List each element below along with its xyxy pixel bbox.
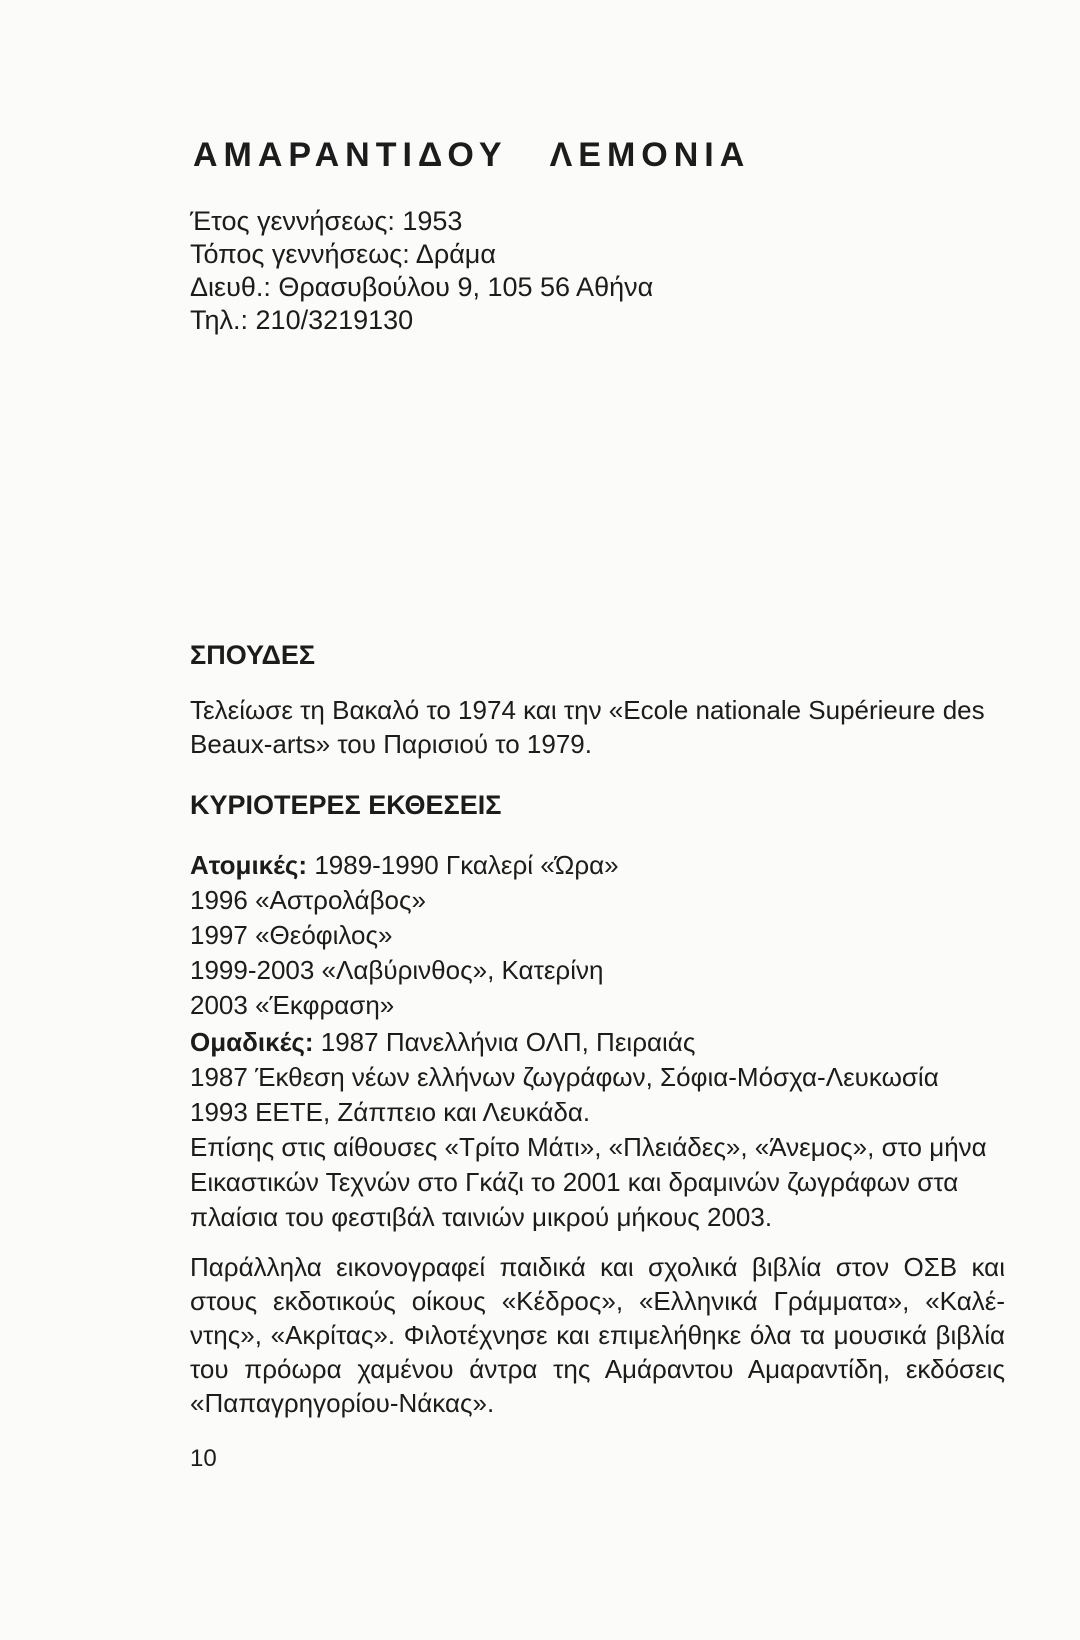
group-item: 1987 Πανελλήνια ΟΛΠ, Πειραιάς: [320, 1027, 696, 1057]
solo-line: [190, 848, 1010, 883]
page-number: 10: [190, 1445, 217, 1472]
solo-item: 1997 «Θεόφιλος»: [190, 920, 393, 950]
artist-name: [193, 136, 750, 175]
solo-exhibitions: [190, 848, 1010, 1023]
solo-item: 1999-2003 «Λαβύρινθος», Κατερίνη: [190, 955, 604, 985]
illustration-paragraph: Παράλληλα εικονογραφεί παιδικά και σχολικά βιβλία στον ΟΣΒ και στους εκδοτικούς οίκους «Κέδρος», «Ελληνικά Γράμματα», «Καλέ-ντης», «Ακρίτας». Φιλοτέχνησε και επιμελήθηκε όλα τα μουσικά βιβλία του πρόωρα χαμένου άντρα της Αμάραντου Αμαραντίδη, εκδόσεις «Παπαγρηγορίου-Νάκας».: [190, 1252, 1005, 1418]
contact-info: [190, 205, 653, 337]
address: Διευθ.: Θρασυβούλου 9, 105 56 Αθήνα: [190, 272, 654, 302]
birth-year: Έτος γεννήσεως: 1953: [190, 206, 463, 236]
group-label: Ομαδικές:: [190, 1027, 314, 1057]
solo-item: 1996 «Αστρολάβος»: [190, 885, 426, 915]
group-item: 1993 ΕΕΤΕ, Ζάππειο και Λευκάδα.: [190, 1097, 591, 1127]
also-line: Εικαστικών Τεχνών στο Γκάζι το 2001 και δραμινών ζωγράφων στα: [190, 1167, 959, 1197]
group-item: 1987 Έκθεση νέων ελλήνων ζωγράφων, Σόφια-Μόσχα-Λευκωσία: [190, 1062, 939, 1092]
phone: Τηλ.: 210/3219130: [190, 305, 414, 335]
birth-place: Τόπος γεννήσεως: Δράμα: [190, 239, 496, 269]
solo-label: Ατομικές:: [190, 850, 308, 880]
also-line: Επίσης στις αίθουσες «Τρίτο Μάτι», «Πλειάδες», «Άνεμος», στο μήνα: [190, 1132, 987, 1162]
first-name: ΛΕΜΟΝΙΑ: [549, 136, 751, 174]
studies-text: Τελείωσε τη Βακαλό το 1974 και την «Ecole nationale Supérieure des Beaux-arts» του Παρισιού το 1979.: [190, 695, 985, 759]
group-exhibitions: [190, 1025, 1010, 1235]
studies-heading: ΣΠΟΥΔΕΣ: [190, 640, 316, 670]
solo-item: 1989-1990 Γκαλερί «Ώρα»: [314, 850, 619, 880]
surname: ΑΜΑΡΑΝΤΙΔΟΥ: [193, 136, 508, 174]
group-line: [190, 1025, 1010, 1060]
exhibitions-heading: ΚΥΡΙΟΤΕΡΕΣ ΕΚΘΕΣΕΙΣ: [190, 790, 502, 820]
also-line: πλαίσια του φεστιβάλ ταινιών μικρού μήκους 2003.: [190, 1202, 773, 1232]
solo-item: 2003 «Έκφραση»: [190, 990, 395, 1020]
